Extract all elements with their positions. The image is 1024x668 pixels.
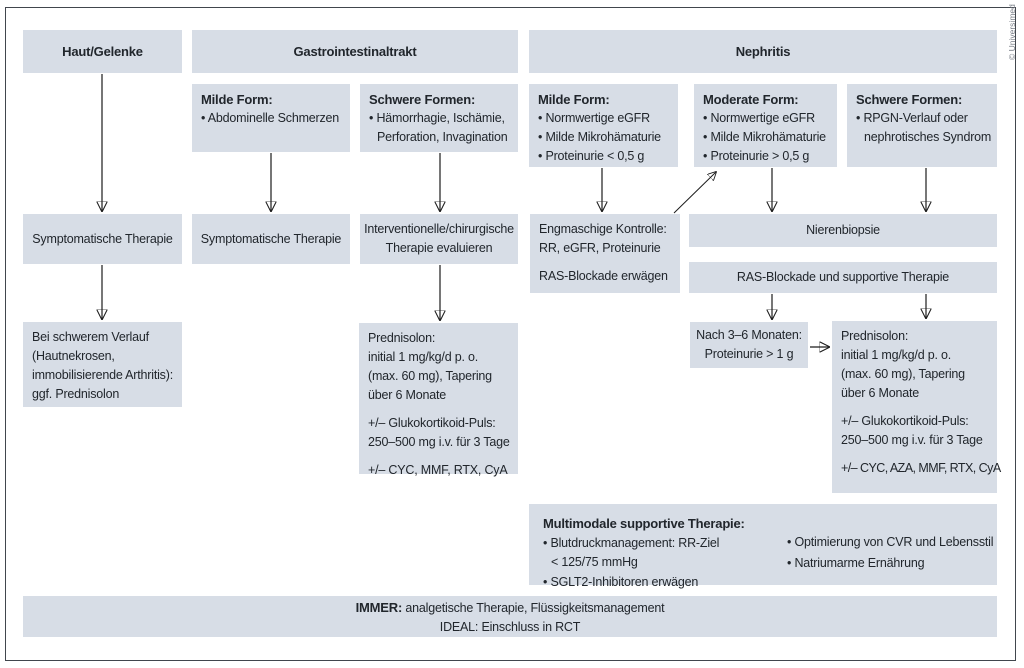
box-gi-severe-forms — [360, 84, 518, 152]
text-line: über 6 Monate — [841, 386, 920, 400]
header-label: Nephritis — [735, 44, 791, 59]
text-line: Proteinurie > 1 g — [704, 347, 794, 361]
text-line: über 6 Monate — [368, 388, 447, 402]
text-line: • Proteinurie < 0,5 g — [538, 149, 645, 163]
text-line: RAS-Blockade und supportive Therapie — [736, 270, 950, 284]
text-line: Perforation, Invagination — [377, 130, 508, 144]
text-line — [356, 598, 665, 618]
text-line: 250–500 mg i.v. für 3 Tage — [841, 433, 983, 447]
box-ras-blockade-supportive — [689, 262, 997, 293]
box-followup-proteinuria — [690, 322, 808, 368]
text-line: Interventionelle/chirurgische — [364, 222, 514, 236]
box-neph-mild-form — [529, 84, 678, 167]
text-line: immobilisierende Arthritis): — [32, 368, 173, 382]
text-line: • SGLT2-Inhibitoren erwägen — [543, 574, 699, 589]
text-line: Prednisolon: — [841, 329, 909, 343]
text-line: Symptomatische Therapie — [32, 231, 173, 246]
supportive-left-column — [543, 514, 787, 589]
box-neph-severe-forms — [847, 84, 997, 167]
box-neph-moderate-form — [694, 84, 837, 167]
supportive-right-column — [787, 514, 993, 585]
text-line: Bei schwerem Verlauf — [32, 330, 149, 344]
copyright-credit: © Universimed — [1007, 4, 1017, 60]
header-label: Haut/Gelenke — [62, 44, 143, 59]
text-line: (max. 60 mg), Tapering — [841, 367, 965, 381]
header-skin-joints — [23, 30, 182, 73]
box-close-monitoring — [530, 214, 680, 293]
text-line: < 125/75 mmHg — [551, 555, 638, 569]
text-line: • Optimierung von CVR und Lebensstil — [787, 535, 994, 549]
text-line: initial 1 mg/kg/d p. o. — [368, 350, 479, 364]
header-gastrointestinal — [192, 30, 518, 73]
box-skin-severe-course — [23, 322, 182, 407]
box-interventional-therapy — [360, 214, 518, 264]
text-line: nephrotisches Syndrom — [864, 130, 992, 144]
text-line: • Milde Mikrohämaturie — [703, 130, 826, 144]
text-line: ggf. Prednisolon — [32, 387, 120, 401]
text-line: 250–500 mg i.v. für 3 Tage — [368, 435, 510, 449]
text-line: Symptomatische Therapie — [200, 231, 342, 246]
text-line: • Normwertige eGFR — [703, 111, 815, 125]
text-line: RR, eGFR, Proteinurie — [539, 241, 661, 255]
box-multimodal-supportive-therapy — [529, 504, 997, 589]
text-line: +/– Glukokortikoid-Puls: — [841, 414, 969, 428]
text-line: (max. 60 mg), Tapering — [368, 369, 492, 383]
text-line: Engmaschige Kontrolle: — [539, 222, 667, 236]
text-line: +/– Glukokortikoid-Puls: — [368, 416, 496, 430]
box-skin-symptomatic-therapy — [23, 214, 182, 264]
box-title: Schwere Formen: — [856, 92, 963, 107]
text-line: • Proteinurie > 0,5 g — [703, 149, 810, 163]
box-gi-symptomatic-therapy — [192, 214, 350, 264]
always-text: analgetische Therapie, Flüssigkeitsmanagement — [402, 601, 665, 615]
text-line: Prednisolon: — [368, 331, 436, 345]
text-line: • Hämorrhagie, Ischämie, — [369, 111, 505, 125]
text-line: IDEAL: Einschluss in RCT — [439, 620, 581, 634]
box-title: Milde Form: — [538, 92, 610, 107]
text-line: initial 1 mg/kg/d p. o. — [841, 348, 952, 362]
text-line: • RPGN-Verlauf oder — [856, 111, 968, 125]
text-line: • Abdominelle Schmerzen — [201, 111, 340, 125]
box-gi-mild-form — [192, 84, 350, 152]
box-prednisolone-nephritis — [832, 321, 1001, 493]
box-title: Moderate Form: — [703, 92, 799, 107]
header-label: Gastrointestinaltrakt — [293, 44, 417, 59]
text-line: RAS-Blockade erwägen — [539, 269, 668, 283]
text-line: (Hautnekrosen, — [32, 349, 115, 363]
text-line: +/– CYC, MMF, RTX, CyA — [368, 463, 508, 477]
text-line: Nierenbiopsie — [806, 223, 880, 237]
box-kidney-biopsy — [689, 214, 997, 247]
text-line: • Natriumarme Ernährung — [787, 556, 925, 570]
text-line: Therapie evaluieren — [385, 241, 493, 255]
text-line: +/– CYC, AZA, MMF, RTX, CyA — [841, 461, 1001, 475]
box-prednisolone-gi — [359, 323, 518, 477]
arrow-monitoring-to-moderate — [674, 172, 716, 213]
header-nephritis — [529, 30, 997, 73]
box-always-ideal — [23, 596, 997, 637]
box-title: Schwere Formen: — [369, 92, 476, 107]
box-title: Multimodale supportive Therapie: — [543, 516, 745, 531]
text-line: • Milde Mikrohämaturie — [538, 130, 661, 144]
always-label: IMMER: — [355, 600, 403, 615]
text-line: Nach 3–6 Monaten: — [696, 328, 802, 342]
box-title: Milde Form: — [201, 92, 273, 107]
text-line: • Blutdruckmanagement: RR-Ziel — [543, 535, 720, 550]
text-line: • Normwertige eGFR — [538, 111, 650, 125]
